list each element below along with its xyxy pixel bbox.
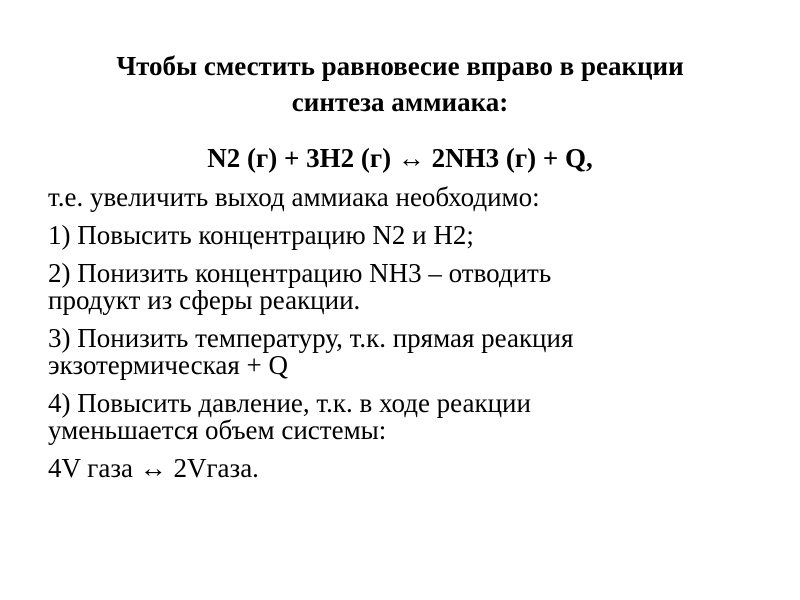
reaction-equation: N2 (г) + 3H2 (г) ↔ 2NH3 (г) + Q, [207,143,593,173]
title-line-2: синтеза аммиака: [291,87,509,117]
paragraph-item-1 [48,222,768,249]
paragraph-volume-relation [48,455,768,482]
paragraph-item-4 [48,390,768,444]
paragraph-intro [48,184,768,211]
paragraph-item-2 [48,260,768,314]
text-line: т.е. увеличить выход аммиака необходимо: [48,182,540,212]
text-line: экзотермическая + Q [48,350,288,380]
text-line: продукт из сферы реакции. [48,285,361,315]
text-line: 1) Повысить концентрацию N2 и H2; [48,220,474,250]
text-line: уменьшается объем системы: [48,415,387,445]
text-line: 2) Понизить концентрацию NH3 – отводить [48,258,552,288]
text-line: 3) Понизить температуру, т.к. прямая реакция [48,323,574,353]
title-line-1: Чтобы сместить равновесие вправо в реакции [116,51,684,81]
slide-title [40,48,760,120]
text-line: 4) Повысить давление, т.к. в ходе реакции [48,388,531,418]
text-line: 4V газа ↔ 2Vгаза. [48,453,259,483]
slide-body [48,184,768,482]
paragraph-item-3 [48,325,768,379]
